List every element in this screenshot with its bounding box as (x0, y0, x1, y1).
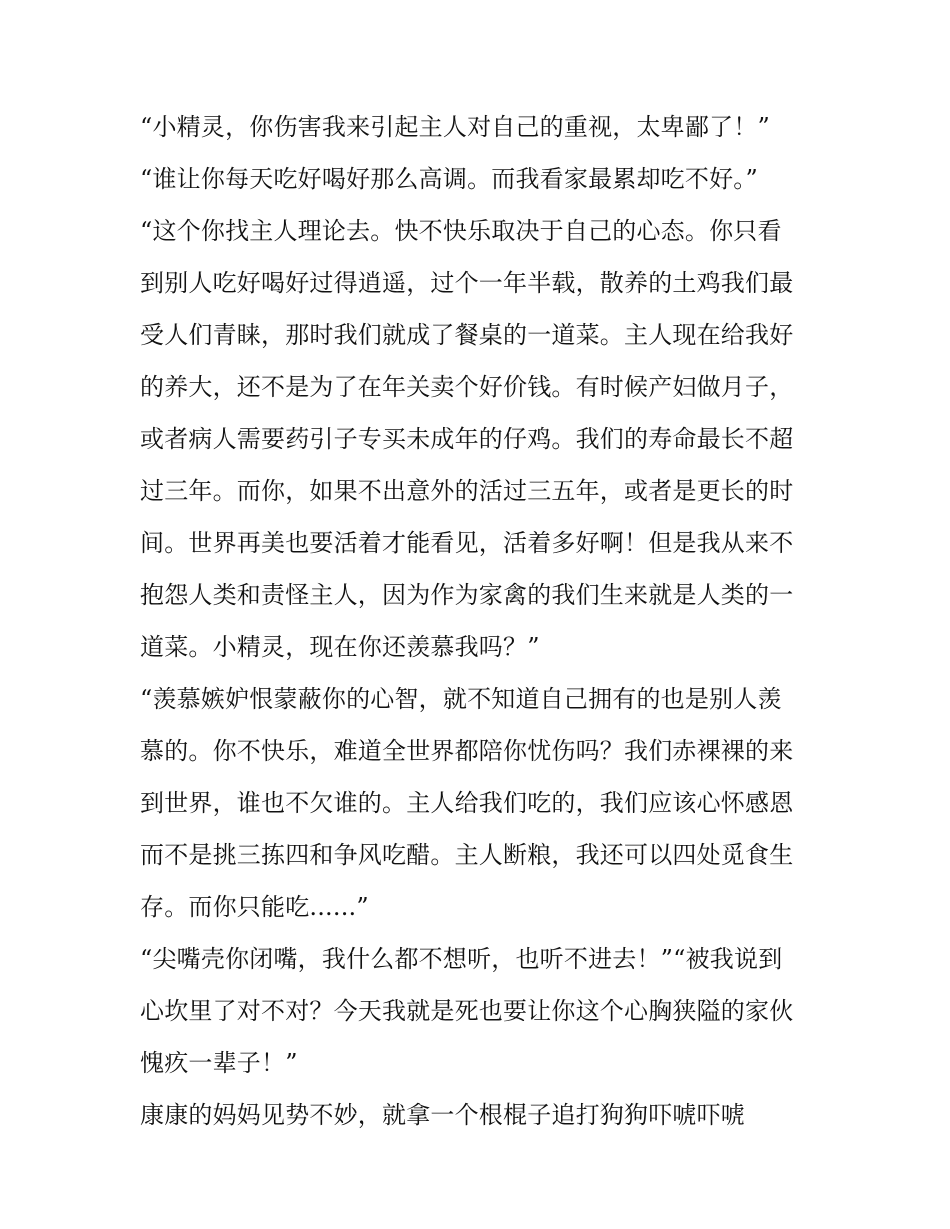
text-line: 存。而你只能吃......” (140, 893, 369, 921)
text-line: 到世界，谁也不欠谁的。主人给我们吃的，我们应该心怀感恩 (140, 789, 794, 817)
text-line: 愧疚一辈子！” (140, 1049, 298, 1077)
text-line: “羡慕嫉妒恨蒙蔽你的心智，就不知道自己拥有的也是别人羡 (140, 685, 782, 713)
text-line: 间。世界再美也要活着才能看见，活着多好啊！但是我从来不 (140, 529, 794, 557)
text-line: 受人们青睐，那时我们就成了餐桌的一道菜。主人现在给我好 (140, 321, 794, 349)
text-line: 抱怨人类和责怪主人，因为作为家禽的我们生来就是人类的一 (140, 581, 794, 609)
text-line: 而不是挑三拣四和争风吃醋。主人断粮，我还可以四处觅食生 (140, 841, 794, 869)
text-line: 到别人吃好喝好过得逍遥，过个一年半载，散养的土鸡我们最 (140, 269, 794, 297)
text-line: 心坎里了对不对？今天我就是死也要让你这个心胸狭隘的家伙 (140, 997, 794, 1025)
text-line: 过三年。而你，如果不出意外的活过三五年，或者是更长的时 (140, 477, 794, 505)
text-line: “这个你找主人理论去。快不快乐取决于自己的心态。你只看 (140, 217, 782, 245)
text-line: 康康的妈妈见势不妙，就拿一个根棍子追打狗狗吓唬吓唬 (140, 1101, 745, 1129)
text-line: 道菜。小精灵，现在你还羡慕我吗？” (140, 633, 540, 661)
text-line: “小精灵，你伤害我来引起主人对自己的重视，太卑鄙了！” (140, 113, 770, 141)
text-line: “尖嘴壳你闭嘴，我什么都不想听，也听不进去！”“被我说到 (140, 945, 783, 973)
text-line: 慕的。你不快乐，难道全世界都陪你忧伤吗？我们赤裸裸的来 (140, 737, 794, 765)
text-line: 的养大，还不是为了在年关卖个好价钱。有时候产妇做月子， (140, 373, 794, 401)
text-line: 或者病人需要药引子专买未成年的仔鸡。我们的寿命最长不超 (140, 425, 794, 453)
text-line: “谁让你每天吃好喝好那么高调。而我看家最累却吃不好。” (140, 165, 758, 193)
